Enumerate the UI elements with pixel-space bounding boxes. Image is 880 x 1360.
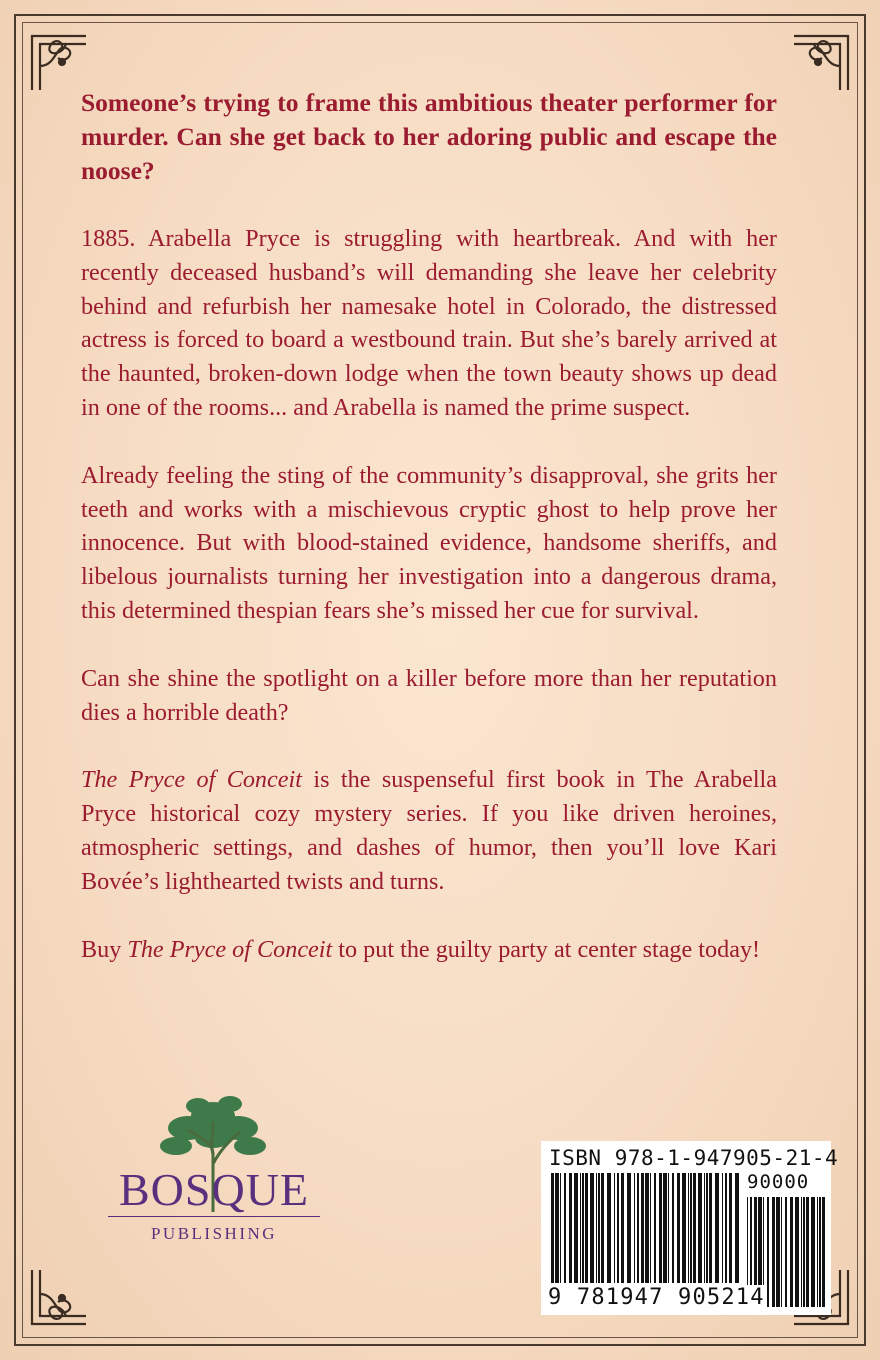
isbn-label: ISBN 978-1-947905-21-4	[549, 1146, 839, 1170]
corner-ornament-icon	[784, 26, 854, 96]
price-addon: 90000	[747, 1171, 810, 1193]
tagline: Someone’s trying to frame this ambitious theater performer for murder. Can she get back to her adoring public and escape the noose?	[81, 88, 777, 185]
corner-ornament-icon	[26, 1264, 96, 1334]
isbn-barcode	[541, 1141, 839, 1315]
blurb-paragraph-4-text: is the suspenseful first book in The Arabella Pryce historical cozy mystery series. If you like driven heroines, atmospheric settings, and dashes of humor, then you’ll love Kari Bovée’s lighthearted twists and turns.	[81, 766, 777, 895]
book-title: The Pryce of Conceit	[81, 766, 302, 794]
call-to-action-pre: Buy	[81, 935, 128, 963]
blurb-paragraph-3: Can she shine the spotlight on a killer before more than her reputation dies a horrible death?	[81, 664, 777, 726]
publisher-logo	[96, 1094, 336, 1254]
publisher-subtitle: PUBLISHING	[150, 1224, 278, 1243]
blurb-paragraph-5	[81, 933, 777, 967]
ean-digits: 9 781947 905214	[548, 1285, 765, 1310]
publisher-name: BOSQUE	[118, 1164, 310, 1215]
blurb-text	[81, 86, 777, 966]
blurb-paragraph-1: 1885. Arabella Pryce is struggling with heartbreak. And with her recently deceased husband’s will demanding she leave her celebrity behind and refurbish her namesake hotel in Colorado, the distressed actress is forced to board a westbound train. But she’s barely arrived at the haunted, broken-down lodge when the town beauty shows up dead in one of the rooms... and Arabella is named the prime suspect.	[81, 225, 777, 421]
publisher-divider	[108, 1216, 320, 1217]
blurb-paragraph-4	[81, 763, 777, 898]
blurb-paragraph-2: Already feeling the sting of the community’s disapproval, she grits her teeth and works with a mischievous cryptic ghost to help prove her innocence. But with blood-stained evidence, handsome sheriffs, and libelous journalists turning her investigation into a dangerous drama, this determined thespian fears she’s missed her cue for survival.	[81, 461, 777, 624]
call-to-action-post: to put the guilty party at center stage today!	[332, 935, 761, 963]
book-title: The Pryce of Conceit	[127, 935, 333, 963]
